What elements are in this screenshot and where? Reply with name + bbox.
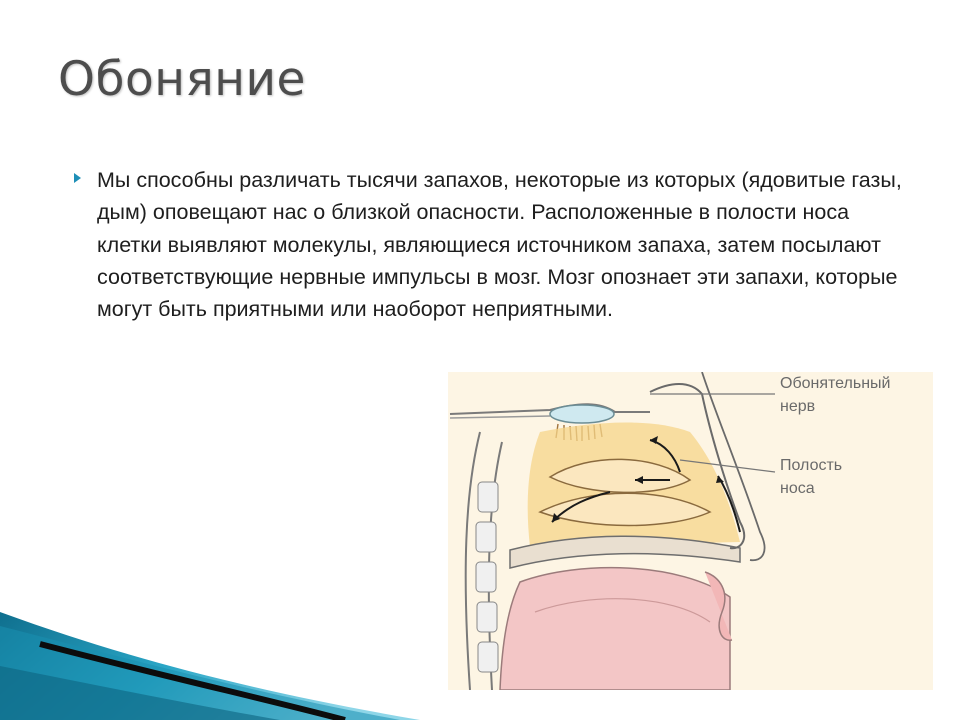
bullet-item — [74, 164, 914, 325]
label-nasal-cavity: Полость носа — [780, 457, 843, 497]
slide-title: Обоняние — [58, 52, 306, 107]
nasal-cavity-diagram — [440, 372, 940, 690]
corner-wave-decoration — [0, 596, 420, 720]
triangle-bullet-icon — [74, 173, 81, 183]
label-olfactory-nerve: Обонятельный нерв — [780, 375, 891, 415]
bullet-text: Мы способны различать тысячи запахов, некоторые из которых (ядовитые газы, дым) оповещают нас о близкой опасности. Расположенные в полости носа клетки выявляют молекулы, являющиеся источником запаха, затем посылают соответствующие нервные импульсы в мозг. Мозг опознает эти запахи, которые могут быть приятными или наоборот неприятными. — [97, 168, 902, 322]
